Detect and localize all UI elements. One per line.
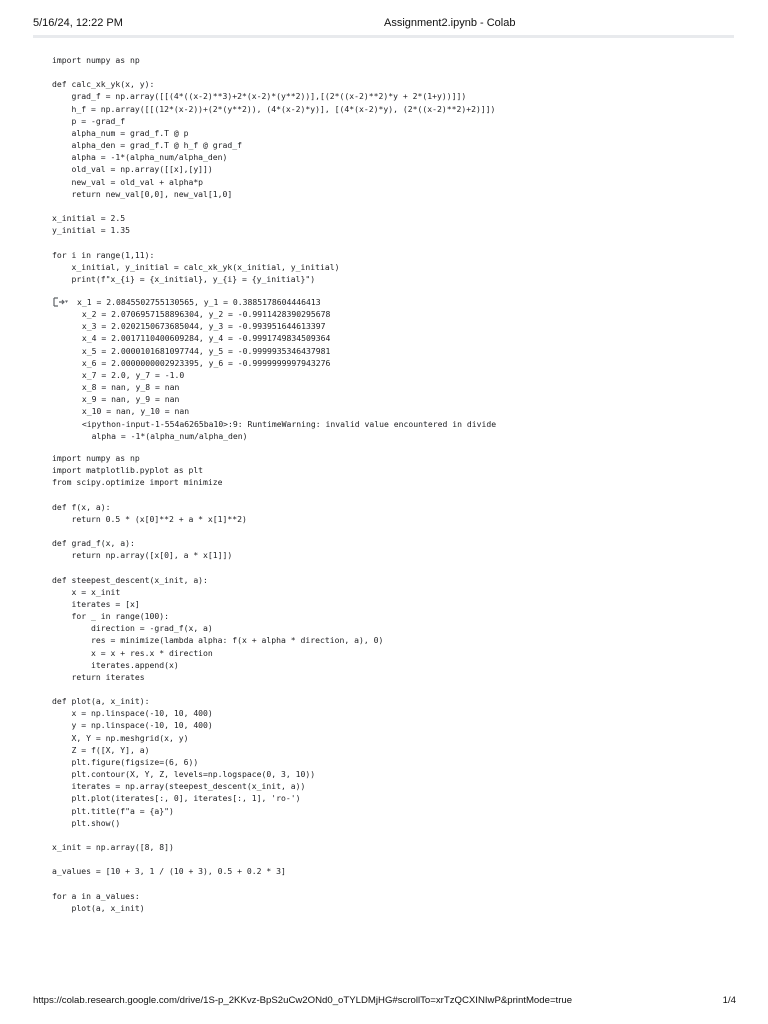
notebook-title: Assignment2.ipynb - Colab (384, 17, 516, 29)
output-arrow-icon[interactable] (53, 297, 69, 307)
page-number: 1/4 (722, 995, 736, 1006)
page-url: https://colab.research.google.com/drive/1S-p_2KKvz-BpS2uCw2ONd0_oTYLDMjHG#scrollTo=xrTzQCXINIwP&printMode=true (33, 995, 573, 1006)
header-divider (33, 35, 734, 38)
print-header (0, 17, 768, 33)
code-cell-2[interactable]: import numpy as np import matplotlib.pyplot as plt from scipy.optimize import minimize def f(x, a): return 0.5 * (x[0]**2 + a * x[1]**2) def grad_f(x, a): return np.array([x[0], a * x[1]]) def steepest_descent(x_init, a): x = x_init iterates = [x] for _ in range(100): direction = -grad_f(x, a) res = minimize(lambda alpha: f(x + alpha * direction, a), 0) x = x + res.x * direction iterates.append(x) return iterates def plot(a, x_init): x = np.linspace(-10, 10, 400) y = np.linspace(-10, 10, 400) X, Y = np.meshgrid(x, y) Z = f([X, Y], a) plt.figure(figsize=(6, 6)) plt.contour(X, Y, Z, levels=np.logspace(0, 3, 10)) iterates = np.array(steepest_descent(x_init, a)) plt.plot(iterates[:, 0], iterates[:, 1], 'ro-') plt.title(f"a = {a}") plt.show() x_init = np.array([8, 8]) a_values = [10 + 3, 1 / (10 + 3), 0.5 + 0.2 * 3] for a in a_values: plot(a, x_init) (52, 453, 384, 913)
code-cell-1[interactable]: import numpy as np def calc_xk_yk(x, y): grad_f = np.array([[(4*((x-2)**3)+2*(x-2)*(y**2))],[(2*((x-2)**2)*y + 2*(1+y))]]) h_f = np.array([[(12*(x-2))+(2*(y**2)), (4*(x-2)*y)], [(4*(x-2)*y), (2*((x-2)**2)+2)]]) p = -grad_f alpha_num = grad_f.T @ p alpha_den = grad_f.T @ h_f @ grad_f alpha = -1*(alpha_num/alpha_den) old_val = np.array([[x],[y]]) new_val = old_val + alpha*p return new_val[0,0], new_val[1,0] x_initial = 2.5 y_initial = 1.35 for i in range(1,11): x_initial, y_initial = calc_xk_yk(x_initial, y_initial) print(f"x_{i} = {x_initial}, y_{i} = {y_initial}") (52, 55, 496, 284)
cell-output-1: x_1 = 2.0845502755130565, y_1 = 0.3885178604446413 x_2 = 2.0706957158896304, y_2 = -0.9911428390295678 x_3 = 2.0202150673685044, y_3 = -0.993951644613397 x_4 = 2.0017110400609284, y_4 = -0.9991749834509364 x_5 = 2.0000101681097744, y_5 = -0.9999935346437981 x_6 = 2.0000000002923395, y_6 = -0.9999999997943276 x_7 = 2.0, y_7 = -1.0 x_8 = nan, y_8 = nan x_9 = nan, y_9 = nan x_10 = nan, y_10 = nan <ipython-input-1-554a6265ba10>:9: RuntimeWarning: invalid value encountered in divide alpha = -1*(alpha_num/alpha_den) (77, 297, 497, 441)
print-footer (0, 995, 768, 1009)
print-datetime: 5/16/24, 12:22 PM (33, 17, 123, 29)
